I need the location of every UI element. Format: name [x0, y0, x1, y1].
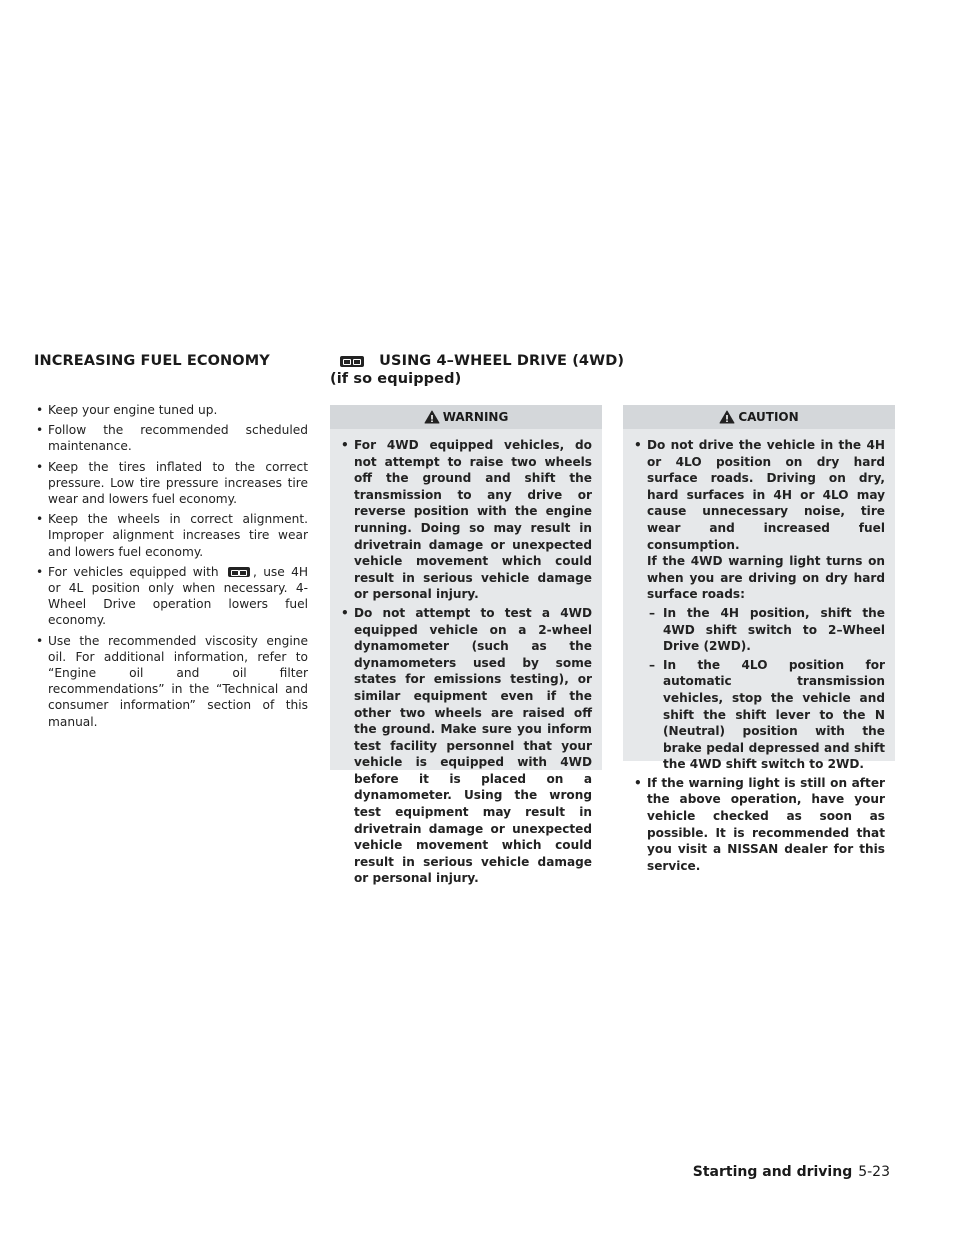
caution-header-label: CAUTION — [738, 410, 799, 424]
warning-header — [330, 405, 602, 429]
caution-subitem — [633, 657, 885, 773]
list-item: • Use the recommended viscosity engine oil. For additional information, refer to “Engine oil and oil filter recommendations” in the “Technical and consumer information” section of this manual. — [34, 633, 308, 730]
section-title-4wd — [330, 352, 630, 388]
caution-paragraph: If the 4WD warning light turns on when you are driving on dry hard surface roads: — [647, 554, 885, 602]
4wd-icon — [228, 567, 250, 577]
warning-triangle-icon — [424, 410, 440, 424]
warning-bullet: • Do not attempt to test a 4WD equipped vehicle on a 2-wheel dynamometer (such as the dynamometers used by some states for emissions testing), or similar equipment even if the other two wheels are raised off the ground. Make sure you inform test facility personnel that your vehicle is equipped with 4WD before it is placed on a dynamometer. Using the wrong test equipment may result in drivetrain damage or unexpected vehicle movement which could result in serious vehicle damage or personal injury. — [340, 605, 592, 887]
list-item: • Keep your engine tuned up. — [34, 402, 308, 418]
list-item-4wd — [34, 564, 308, 629]
footer-section-title: Starting and driving — [692, 1164, 853, 1180]
page-number: 5-23 — [858, 1164, 890, 1180]
caution-subitem — [633, 605, 885, 655]
fuel-economy-list — [34, 402, 308, 734]
caution-bullet: • Do not drive the vehicle in the 4H or 4LO position on dry hard surface roads. Driving on dry, hard surfaces in 4H or 4LO may cause unnecessary noise, tire wear and increased fuel consumption. — [633, 437, 885, 553]
caution-box — [623, 405, 895, 873]
list-item: • Keep the wheels in correct alignment. Improper alignment increases tire wear and lowers fuel economy. — [34, 511, 308, 560]
warning-body — [330, 429, 602, 895]
list-item-4wd-prefix: For vehicles equipped with — [48, 564, 219, 579]
list-item: • Follow the recommended scheduled maintenance. — [34, 422, 308, 454]
caution-subitem-text: In the 4LO position for automatic transmission vehicles, stop the vehicle and shift the shift lever to the N (Neutral) position with the brake pedal depressed and shift the 4WD shift switch to 2WD. — [663, 657, 885, 772]
caution-bullet: • If the warning light is still on after the above operation, have your vehicle checked as soon as possible. It is recommended that you visit a NISSAN dealer for this service. — [633, 775, 885, 875]
page-footer — [693, 1164, 890, 1180]
caution-body — [623, 429, 895, 882]
warning-header-label: WARNING — [442, 410, 509, 424]
dash-marker: – — [649, 605, 656, 620]
section-title-4wd-line1: USING 4–WHEEL DRIVE (4WD) — [379, 353, 625, 369]
dash-marker: – — [649, 657, 656, 672]
warning-bullet: • For 4WD equipped vehicles, do not attempt to raise two wheels off the ground and shift the transmission to any drive or reverse position with the engine running. Doing so may result in drivetrain damage or unexpected vehicle movement which could result in serious vehicle damage or personal injury. — [340, 437, 592, 603]
warning-box — [330, 405, 602, 886]
section-title-fuel-economy: INCREASING FUEL ECONOMY — [34, 353, 270, 369]
caution-header — [623, 405, 895, 429]
section-title-4wd-line2: (if so equipped) — [330, 371, 462, 387]
4wd-icon — [340, 356, 364, 367]
list-item: • Keep the tires inflated to the correct pressure. Low tire pressure increases tire wear and lowers fuel economy. — [34, 459, 308, 508]
list-item-4wd-suffix: , use 4H or 4L position only when necessary. 4-Wheel Drive operation lowers fuel economy. — [48, 564, 308, 628]
caution-subitem-text: In the 4H position, shift the 4WD shift switch to 2–Wheel Drive (2WD). — [663, 605, 885, 654]
warning-triangle-icon — [719, 410, 735, 424]
